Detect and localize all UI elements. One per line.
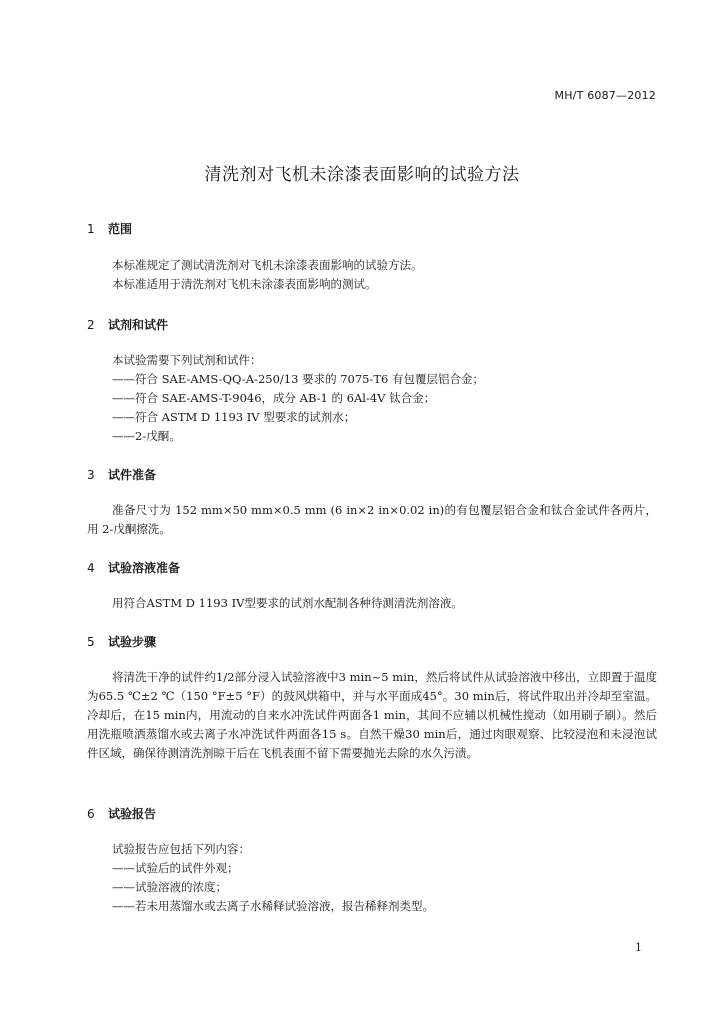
section-4-paragraph: 用符合ASTM D 1193 IV型要求的试剂水配制各种待测清洗剂溶液。	[112, 596, 463, 610]
section-title: 范围	[108, 222, 133, 236]
section-heading-6	[87, 805, 156, 822]
section-number: 4	[87, 561, 95, 575]
page-number: 1	[635, 941, 642, 954]
section-3-paragraph: 准备尺寸为 152 mm×50 mm×0.5 mm (6 in×2 in×0.02 in)的有包覆层铝合金和钛合金试件各两片，用 2-戊酮擦洗。	[87, 503, 657, 536]
standard-code: MH/T 6087—2012	[554, 89, 656, 102]
section-2-list-item: ——符合 SAE-AMS-T-9046，成分 AB-1 的 6Al-4V 钛合金；	[112, 391, 436, 405]
section-number: 3	[87, 468, 95, 482]
section-heading-5	[87, 633, 156, 650]
section-5-paragraph: 将清洗干净的试件约1/2部分浸入试验溶液中3 min~5 min，然后将试件从试验溶液中移出，立即置于温度为65.5 ℃±2 ℃（150 °F±5 °F）的鼓风烘箱中，并与水平面成45°。30 min后，将试件取出并冷却至室温。冷却后，在15 min内，用流动的自来水冲洗试件两面各1 min，其间不应辅以机械性搅动（如用刷子刷）。然后用洗瓶喷洒蒸馏水或去离子水冲洗试件两面各15 s。自然干燥30 min后，通过肉眼观察、比较浸泡和未浸泡试件区域，确保待测清洗剂晾干后在飞机表面不留下需要抛光去除的水久污渍。	[87, 670, 657, 760]
section-6-list-item: ——若未用蒸馏水或去离子水稀释试验溶液，报告稀释剂类型。	[112, 899, 434, 913]
section-heading-4	[87, 559, 180, 576]
document-title: 清洗剂对飞机未涂漆表面影响的试验方法	[204, 165, 520, 185]
section-1-line: 本标准规定了测试清洗剂对飞机未涂漆表面影响的试验方法。	[112, 258, 423, 272]
section-title: 试验步骤	[108, 635, 157, 649]
section-heading-1	[87, 220, 132, 237]
section-heading-3	[87, 466, 156, 483]
section-6-list-item: ——试验溶液的浓度；	[112, 880, 227, 894]
section-6-list-item: ——试验后的试件外观；	[112, 861, 239, 875]
section-title: 试剂和试件	[108, 318, 169, 332]
section-number: 2	[87, 318, 95, 332]
section-1-line: 本标准适用于清洗剂对飞机未涂漆表面影响的测试。	[112, 277, 377, 291]
section-2-list-item: ——符合 ASTM D 1193 IV 型要求的试剂水；	[112, 410, 356, 424]
section-number: 1	[87, 222, 95, 236]
section-number: 6	[87, 807, 95, 821]
section-6-line: 试验报告应包括下列内容：	[112, 842, 250, 856]
section-title: 试验溶液准备	[108, 561, 181, 575]
section-number: 5	[87, 635, 95, 649]
section-2-list-item: ——2-戊酮。	[112, 429, 181, 443]
section-2-line: 本试验需要下列试剂和试件：	[112, 353, 262, 367]
section-title: 试验报告	[108, 807, 157, 821]
section-title: 试件准备	[108, 468, 157, 482]
section-heading-2	[87, 316, 168, 333]
section-2-list-item: ——符合 SAE-AMS-QQ-A-250/13 要求的 7075-T6 有包覆层铝合金；	[112, 372, 485, 386]
